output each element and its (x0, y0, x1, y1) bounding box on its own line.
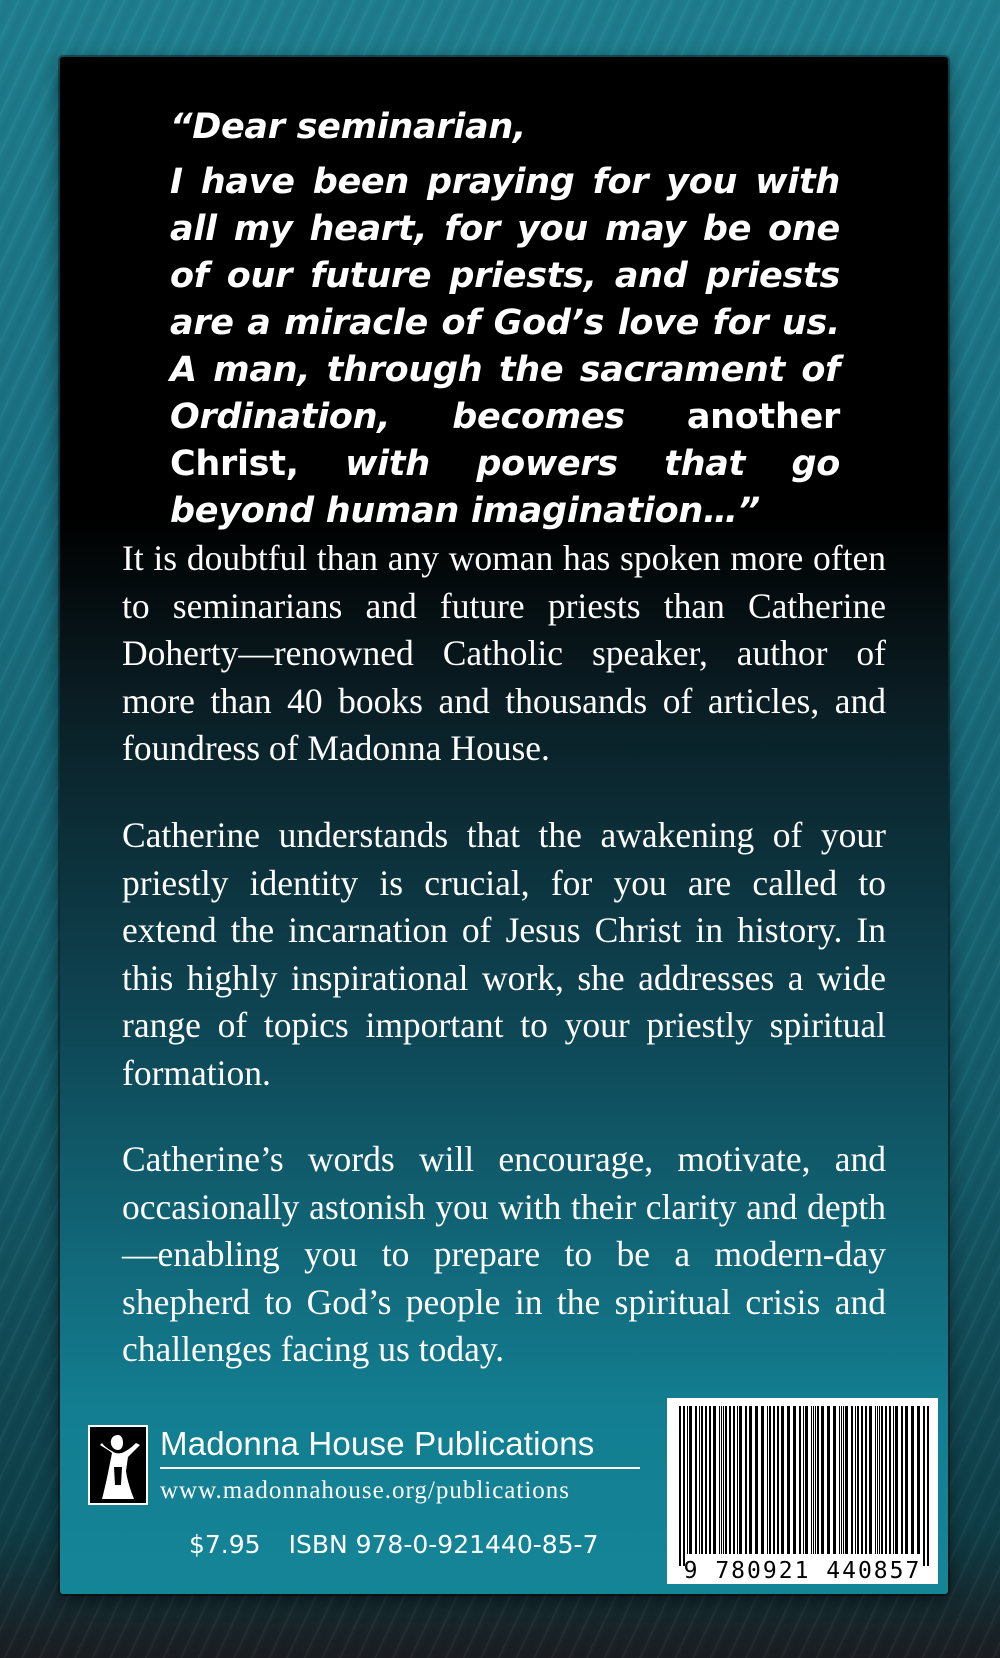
description-paragraph-2: Catherine understands that the awakening of your priestly identity is crucial, for you are called to extend the incarnation of Jesus Christ in history. In this highly inspirational work, she addresses a wide range of topics important to your priestly spiritual formation. (122, 815, 886, 1093)
barcode-digits: 9 780921 440857 (683, 1558, 922, 1584)
quote-body (170, 159, 840, 535)
price: $7.95 (189, 1530, 261, 1559)
publisher-block (88, 1423, 648, 1509)
isbn: ISBN 978-0-921440-85-7 (288, 1530, 599, 1559)
description-paragraph-1: It is doubtful than any woman has spoken more often to seminarians and future priests than Catherine Doherty—renowned Catholic speaker, author of more than 40 books and thousands of articles, and foundress of Madonna House. (122, 538, 886, 768)
quote-salutation: “Dear seminarian, (170, 107, 526, 147)
quote-body-part2: with powers that go beyond human imagination…” (170, 444, 840, 531)
quote-body-plain: another Christ, (170, 397, 840, 484)
madonna-figure-icon (88, 1425, 148, 1505)
publisher-name: Madonna House Publications (160, 1423, 640, 1469)
price-isbn-line (189, 1530, 598, 1559)
pull-quote (170, 104, 840, 535)
quote-body-part1: I have been praying for you with all my heart, for you may be one of our future priests, and priests are a miracle of God’s love for us. A man, through the sacrament of Ordination, becomes (170, 162, 840, 437)
description-paragraph-3: Catherine’s words will encourage, motivate, and occasionally astonish you with their clarity and depth—enabling you to prepare to be a modern-day shepherd to God’s people in the spiritual crisis and challenges facing us today. (122, 1139, 886, 1369)
barcode-bars (667, 1398, 938, 1584)
publisher-url[interactable]: www.madonnahouse.org/publications (160, 1477, 571, 1504)
barcode (667, 1398, 938, 1584)
